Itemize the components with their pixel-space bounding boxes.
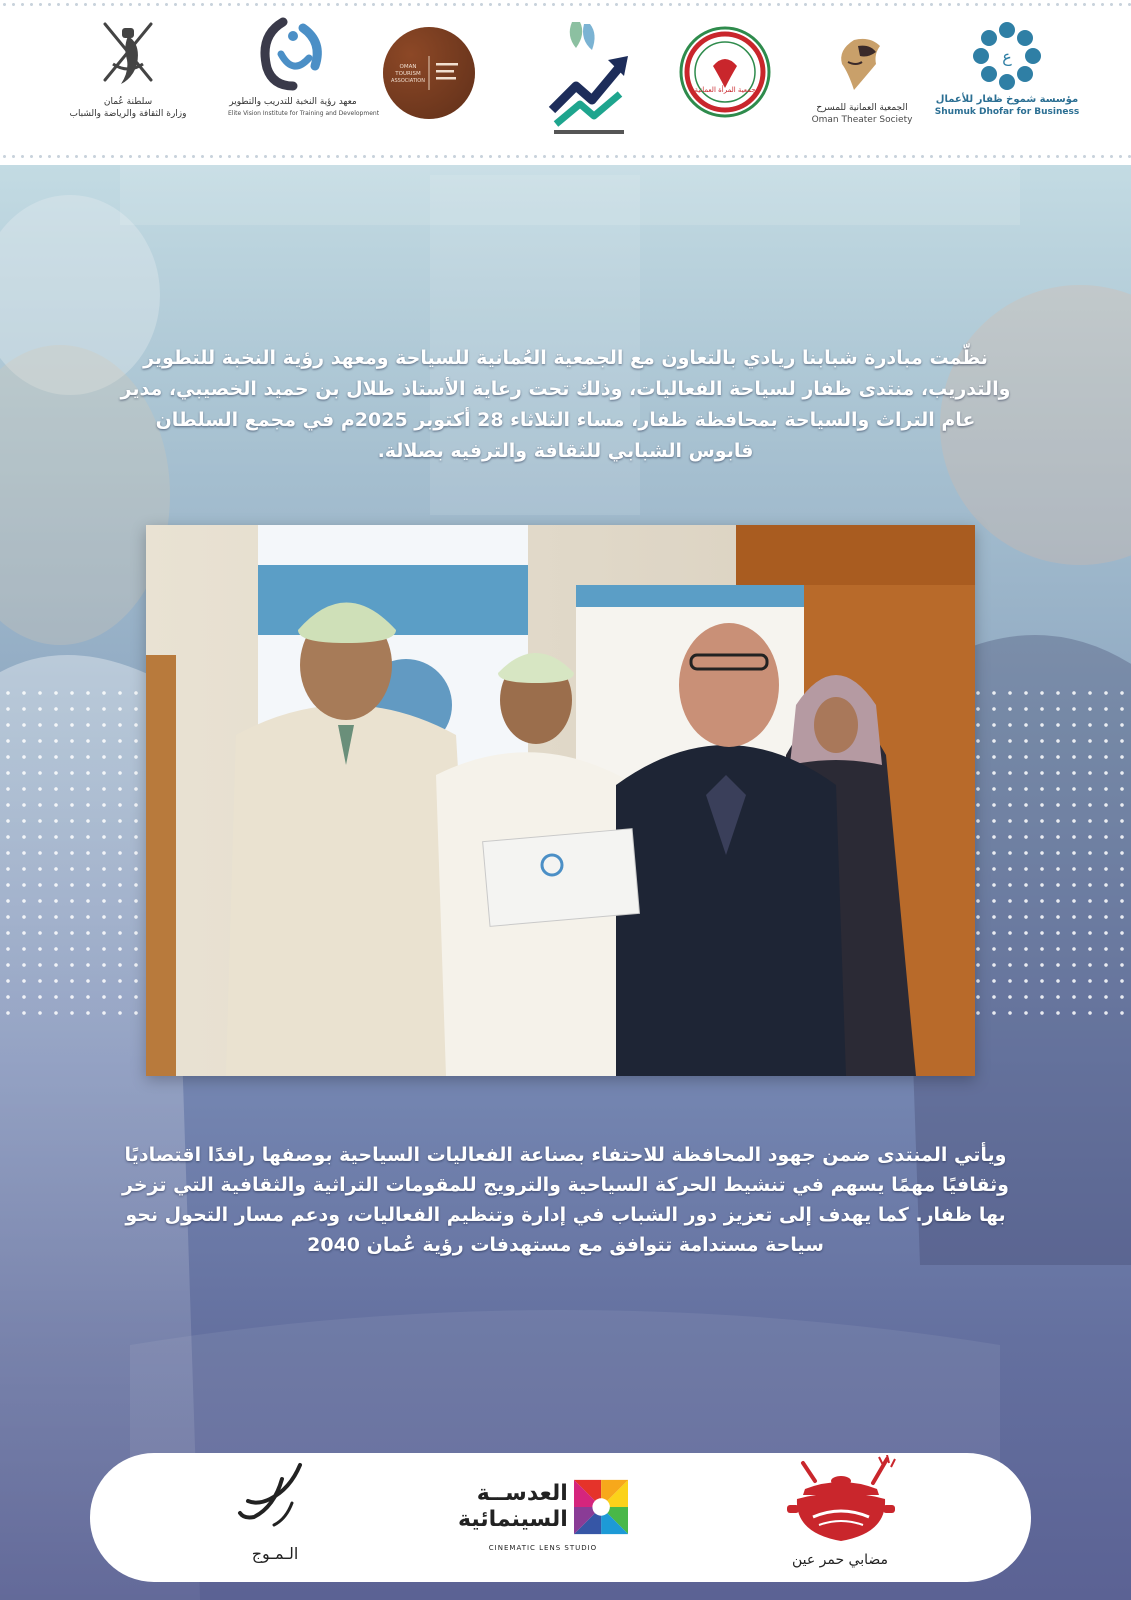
top-dot-pattern	[0, 0, 1131, 10]
cinematic-lens-line-2: السينمائية	[458, 1507, 568, 1532]
ministry-name-line-2: وزارة الثقافة والرياضة والشباب	[69, 109, 187, 119]
shababna-logo	[544, 14, 634, 138]
cinematic-lens-sponsor-logo	[458, 1479, 628, 1557]
shumuk-flower-logo-icon	[967, 18, 1047, 92]
almawj-calligraphy-icon	[230, 1459, 320, 1539]
almawj-sponsor-logo	[220, 1459, 330, 1563]
theater-society-logo	[806, 36, 918, 126]
ministry-logo	[58, 14, 198, 120]
elite-vision-logo	[228, 14, 380, 120]
partner-logo-strip	[0, 0, 1131, 165]
left-dot-grid	[0, 685, 160, 1025]
elite-vision-name-ar: معهد رؤية النخبة للتدريب والتطوير	[229, 97, 357, 107]
theater-mask-icon	[834, 36, 890, 96]
closing-paragraph: ويأتي المنتدى ضمن جهود المحافظة للاحتفاء بصناعة الفعاليات السياحية بوصفها رافدًا اقتصاديًا وثقافيًا مهمًا يسهم في تنشيط الحركة السياحية والترويج للمقومات التراثية والثقافية التي تزخر بها ظفار. كما يهدف إلى تعزيز دور الشباب في إدارة وتنظيم الفعاليات، ودعم مسار التحول نحو سياحة مستدامة تتوافق مع مستهدفات رؤية عُمان 2040	[122, 1144, 1009, 1256]
shababna-riyadi-arrow-logo-icon	[546, 14, 632, 138]
cinematic-lens-line-3: CINEMATIC LENS STUDIO	[488, 1544, 598, 1552]
intro-paragraph: نظّمت مبادرة شبابنا ريادي بالتعاون مع الجمعية العُمانية للسياحة ومعهد رؤية النخبة للتطوير والتدريب، منتدى ظفار لسياحة الفعاليات، وذلك تحت رعاية الأستاذ طلال بن حميد الخصيبي، مدير عام التراث والسياحة بمحافظة ظفار، مساء الثلاثاء 28 أكتوبر 2025م في مجمع السلطان قابوس الشبابي للثقافة والترفيه بصلالة.	[120, 347, 1011, 462]
shumuk-name-en: Shumuk Dhofar for Business	[934, 107, 1080, 117]
svg-text:TOURISM: TOURISM	[395, 71, 421, 77]
camera-aperture-icon	[574, 1479, 628, 1535]
women-association-logo	[678, 26, 772, 118]
theater-society-name-ar: الجمعية العمانية للمسرح	[816, 103, 908, 113]
theater-society-name-en: Oman Theater Society	[811, 115, 913, 125]
women-association-seal-icon	[679, 26, 771, 118]
elite-vision-logo-icon	[253, 14, 333, 96]
women-association-text: جمعية المرأة العمانية	[694, 86, 756, 94]
khanjar-emblem-icon	[93, 14, 163, 96]
svg-text:ع: ع	[1002, 47, 1012, 66]
event-photo	[146, 525, 975, 1076]
shumuk-name-ar: مؤسسة شموخ ظفار للأعمال	[935, 94, 1079, 105]
svg-text:OMAN: OMAN	[399, 64, 417, 70]
certificate-handover-photo	[146, 525, 975, 1076]
sponsor-bar	[90, 1453, 1031, 1582]
svg-text:ASSOCIATION: ASSOCIATION	[391, 78, 425, 84]
tourism-association-circle-icon	[382, 26, 476, 120]
tourism-association-logo	[382, 26, 476, 120]
almawj-label: الـمـوج	[251, 1544, 299, 1563]
bottom-dot-pattern	[0, 152, 1131, 162]
ministry-name-line-1: سلطنة عُمان	[103, 97, 153, 107]
shumuk-logo	[934, 18, 1080, 118]
cooking-pot-icon	[775, 1455, 905, 1551]
madabi-label: مضابي حمر عين	[791, 1552, 889, 1568]
right-dot-grid	[970, 685, 1130, 1025]
main-content-area	[0, 165, 1131, 1600]
elite-vision-name-en: Elite Vision Institute for Training and Development	[228, 110, 380, 117]
madabi-sponsor-logo	[770, 1455, 910, 1569]
cinematic-lens-line-1: العدســة	[476, 1481, 568, 1506]
